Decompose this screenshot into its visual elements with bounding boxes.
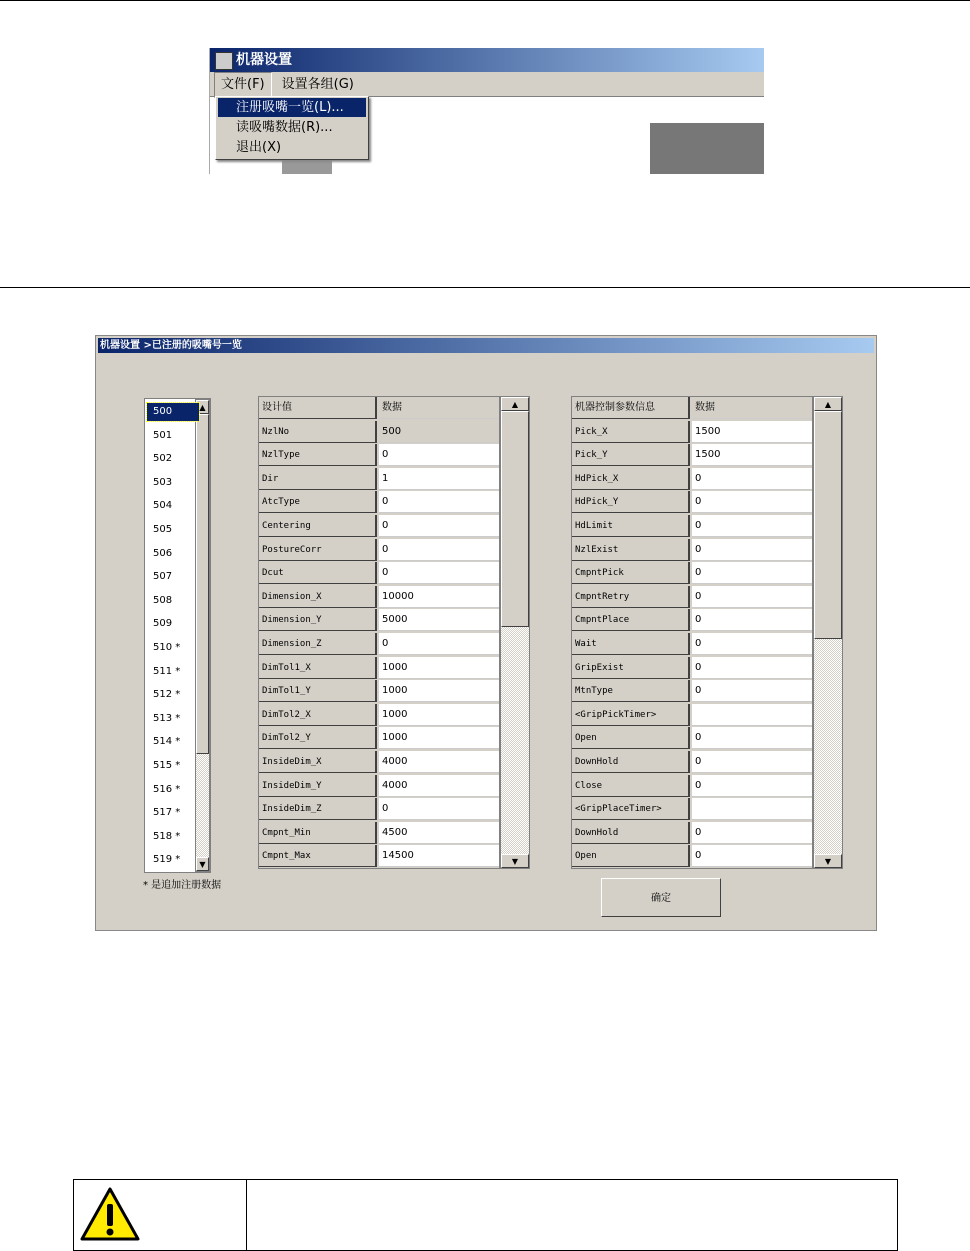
- param-value[interactable]: 0: [379, 798, 499, 820]
- scroll-thumb[interactable]: [814, 411, 842, 639]
- table-row: [259, 444, 499, 468]
- section-rule: [0, 287, 970, 288]
- param-name: InsideDim_Z: [259, 798, 377, 820]
- table-row: [572, 586, 812, 610]
- table-row: [572, 444, 812, 468]
- table-row: [572, 633, 812, 657]
- param-value[interactable]: 0: [379, 562, 499, 584]
- table-row: [259, 775, 499, 799]
- table-row: [572, 822, 812, 846]
- top-rule: [0, 0, 970, 1]
- table-row: [259, 421, 499, 445]
- param-value[interactable]: 4000: [379, 751, 499, 773]
- nozzle-list-item[interactable]: 509: [153, 618, 173, 630]
- table-row: [572, 515, 812, 539]
- param-name: HdPick_Y: [572, 491, 690, 513]
- param-name: HdLimit: [572, 515, 690, 537]
- ok-button[interactable]: 确定: [601, 878, 721, 917]
- param-name: Cmpnt_Max: [259, 845, 377, 867]
- param-value[interactable]: 0: [692, 727, 812, 749]
- param-name: CmpntPick: [572, 562, 690, 584]
- scroll-down-icon[interactable]: ▼: [501, 854, 529, 868]
- param-value[interactable]: 0: [379, 515, 499, 537]
- table-row: [259, 845, 499, 869]
- param-value[interactable]: 0: [692, 515, 812, 537]
- scroll-thumb[interactable]: [501, 411, 529, 627]
- machine-image: [650, 123, 764, 174]
- table-row: [572, 657, 812, 681]
- table-row: [572, 704, 812, 728]
- param-name: CmpntPlace: [572, 609, 690, 631]
- param-value[interactable]: 4500: [379, 822, 499, 844]
- table-row: [572, 798, 812, 822]
- nozzle-list-item[interactable]: 515 *: [153, 760, 181, 771]
- table-row: [259, 468, 499, 492]
- param-name: Dimension_Z: [259, 633, 377, 655]
- menu-file[interactable]: 文件(F): [214, 72, 272, 98]
- app-icon: [215, 52, 233, 70]
- scroll-up-icon[interactable]: ▲: [814, 397, 842, 411]
- table-row: [259, 562, 499, 586]
- design-scrollbar[interactable]: [500, 396, 530, 869]
- param-name: DimTol2_X: [259, 704, 377, 726]
- control-table: [571, 396, 813, 869]
- param-name: Open: [572, 845, 690, 867]
- nozzle-list-item[interactable]: 506: [153, 547, 173, 559]
- column-header: 机器控制参数信息: [572, 397, 690, 419]
- dialog-title: 机器设置 >已注册的吸嘴号一览: [98, 338, 874, 353]
- table-row: [572, 491, 812, 515]
- table-row: [572, 562, 812, 586]
- table-row: [259, 798, 499, 822]
- param-name: GripExist: [572, 657, 690, 679]
- table-row: [572, 539, 812, 563]
- table-row: [572, 609, 812, 633]
- table-row: [572, 421, 812, 445]
- param-name: MtnType: [572, 680, 690, 702]
- param-name: NzlNo: [259, 421, 377, 443]
- param-value[interactable]: 0: [692, 657, 812, 679]
- nozzle-list-item[interactable]: 504: [153, 500, 173, 512]
- param-name: <GripPlaceTimer>: [572, 798, 690, 820]
- param-value[interactable]: 0: [692, 775, 812, 797]
- param-value[interactable]: [692, 798, 812, 820]
- table-row: [572, 751, 812, 775]
- nozzle-list-item[interactable]: 505: [153, 524, 173, 535]
- table-row: [572, 727, 812, 751]
- param-value[interactable]: 0: [379, 633, 499, 655]
- param-value[interactable]: 0: [379, 444, 499, 466]
- control-scrollbar[interactable]: [813, 396, 843, 869]
- param-value[interactable]: 0: [692, 633, 812, 655]
- param-name: DimTol1_X: [259, 657, 377, 679]
- param-value[interactable]: 0: [692, 609, 812, 631]
- param-value[interactable]: 1500: [692, 421, 812, 443]
- param-value[interactable]: 500: [379, 421, 499, 443]
- table-row: [572, 775, 812, 799]
- menu-screenshot: [209, 48, 764, 174]
- table-row: [259, 515, 499, 539]
- window-title: 机器设置: [210, 48, 764, 72]
- param-name: HdPick_X: [572, 468, 690, 490]
- table-row: [259, 704, 499, 728]
- table-row: [259, 633, 499, 657]
- param-value[interactable]: 0: [692, 562, 812, 584]
- nozzle-list-item[interactable]: 508: [153, 594, 173, 606]
- param-name: DownHold: [572, 822, 690, 844]
- table-row: [259, 586, 499, 610]
- param-name: InsideDim_Y: [259, 775, 377, 797]
- nozzle-list-item[interactable]: 514 *: [153, 736, 181, 748]
- nozzle-list-item[interactable]: 507: [153, 571, 173, 583]
- scroll-up-icon[interactable]: ▲: [501, 397, 529, 411]
- param-name: DownHold: [572, 751, 690, 773]
- table-row: [259, 680, 499, 704]
- param-name: AtcType: [259, 491, 377, 513]
- param-name: InsideDim_X: [259, 751, 377, 773]
- menu-groups[interactable]: 设置各组(G): [281, 77, 354, 92]
- param-name: Dir: [259, 468, 377, 490]
- file-menu: [215, 96, 369, 160]
- param-value[interactable]: 1000: [379, 727, 499, 749]
- param-value[interactable]: 0: [379, 491, 499, 513]
- param-name: Open: [572, 727, 690, 749]
- param-value[interactable]: 0: [379, 539, 499, 561]
- param-value[interactable]: 0: [692, 586, 812, 608]
- table-header: [259, 397, 499, 421]
- param-name: CmpntRetry: [572, 586, 690, 608]
- scroll-up-icon[interactable]: ▲: [196, 400, 209, 414]
- nozzle-list-item[interactable]: 510 *: [153, 642, 181, 653]
- background-image: [282, 158, 332, 174]
- param-value[interactable]: 1: [379, 468, 499, 490]
- param-name: Pick_Y: [572, 444, 690, 466]
- param-value[interactable]: 1000: [379, 657, 499, 679]
- nozzle-list-item[interactable]: 518 *: [153, 830, 181, 842]
- param-name: Cmpnt_Min: [259, 822, 377, 844]
- param-name: DimTol2_Y: [259, 727, 377, 749]
- scroll-down-icon[interactable]: ▼: [814, 854, 842, 868]
- param-name: Wait: [572, 633, 690, 655]
- column-header: 数据: [692, 397, 812, 419]
- menubar: [210, 72, 764, 97]
- list-scrollbar[interactable]: [195, 399, 210, 872]
- warning-divider: [246, 1180, 247, 1250]
- warning-box: [73, 1179, 898, 1251]
- param-name: Close: [572, 775, 690, 797]
- nozzle-list-item[interactable]: 519 *: [153, 854, 181, 866]
- table-row: [259, 609, 499, 633]
- param-value[interactable]: 0: [692, 751, 812, 773]
- param-name: PostureCorr: [259, 539, 377, 561]
- menu-item-exit[interactable]: 退出(X): [236, 140, 282, 155]
- nozzle-list-item[interactable]: 503: [153, 476, 173, 488]
- param-name: Dcut: [259, 562, 377, 584]
- param-name: Dimension_Y: [259, 609, 377, 631]
- param-value[interactable]: 5000: [379, 609, 499, 631]
- param-value[interactable]: 1000: [379, 680, 499, 702]
- column-header: 设计值: [259, 397, 377, 419]
- param-name: NzlType: [259, 444, 377, 466]
- nozzle-list-item[interactable]: 502: [153, 453, 173, 465]
- note-text: * 是追加注册数据: [143, 880, 222, 891]
- nozzle-list-item[interactable]: 500: [147, 403, 199, 421]
- param-name: <GripPickTimer>: [572, 704, 690, 726]
- table-row: [259, 751, 499, 775]
- table-header: [572, 397, 812, 421]
- nozzle-dialog: [95, 335, 877, 931]
- menu-item-read-nozzle[interactable]: 读吸嘴数据(R)...: [236, 120, 333, 135]
- param-value[interactable]: 1500: [692, 444, 812, 466]
- nozzle-list-item[interactable]: 513 *: [153, 712, 181, 724]
- param-name: Pick_X: [572, 421, 690, 443]
- param-value[interactable]: 4000: [379, 775, 499, 797]
- table-row: [259, 727, 499, 751]
- nozzle-list[interactable]: [144, 398, 211, 873]
- param-name: Centering: [259, 515, 377, 537]
- param-value[interactable]: 0: [692, 845, 812, 867]
- menu-item-nozzle-list[interactable]: 注册吸嘴一览(L)...: [218, 98, 366, 117]
- param-name: Dimension_X: [259, 586, 377, 608]
- nozzle-list-item[interactable]: 517 *: [153, 807, 181, 819]
- table-row: [259, 491, 499, 515]
- param-value[interactable]: 10000: [379, 586, 499, 608]
- nozzle-list-item[interactable]: 501: [153, 429, 173, 441]
- param-name: DimTol1_Y: [259, 680, 377, 702]
- param-value[interactable]: 0: [692, 539, 812, 561]
- nozzle-list-item[interactable]: 512 *: [153, 689, 181, 701]
- param-value[interactable]: [692, 704, 812, 726]
- param-value[interactable]: 0: [692, 822, 812, 844]
- param-value[interactable]: 0: [692, 491, 812, 513]
- column-header: 数据: [379, 397, 499, 419]
- param-value[interactable]: 0: [692, 468, 812, 490]
- table-row: [259, 657, 499, 681]
- nozzle-list-item[interactable]: 511 *: [153, 665, 181, 677]
- nozzle-list-item[interactable]: 516 *: [153, 783, 181, 795]
- param-value[interactable]: 1000: [379, 704, 499, 726]
- table-row: [572, 845, 812, 869]
- param-value[interactable]: 0: [692, 680, 812, 702]
- table-row: [572, 468, 812, 492]
- table-row: [259, 539, 499, 563]
- warning-icon: [79, 1186, 141, 1242]
- table-row: [572, 680, 812, 704]
- table-row: [259, 822, 499, 846]
- param-name: NzlExist: [572, 539, 690, 561]
- design-table: [258, 396, 500, 869]
- scroll-down-icon[interactable]: ▼: [196, 857, 209, 871]
- param-value[interactable]: 14500: [379, 845, 499, 867]
